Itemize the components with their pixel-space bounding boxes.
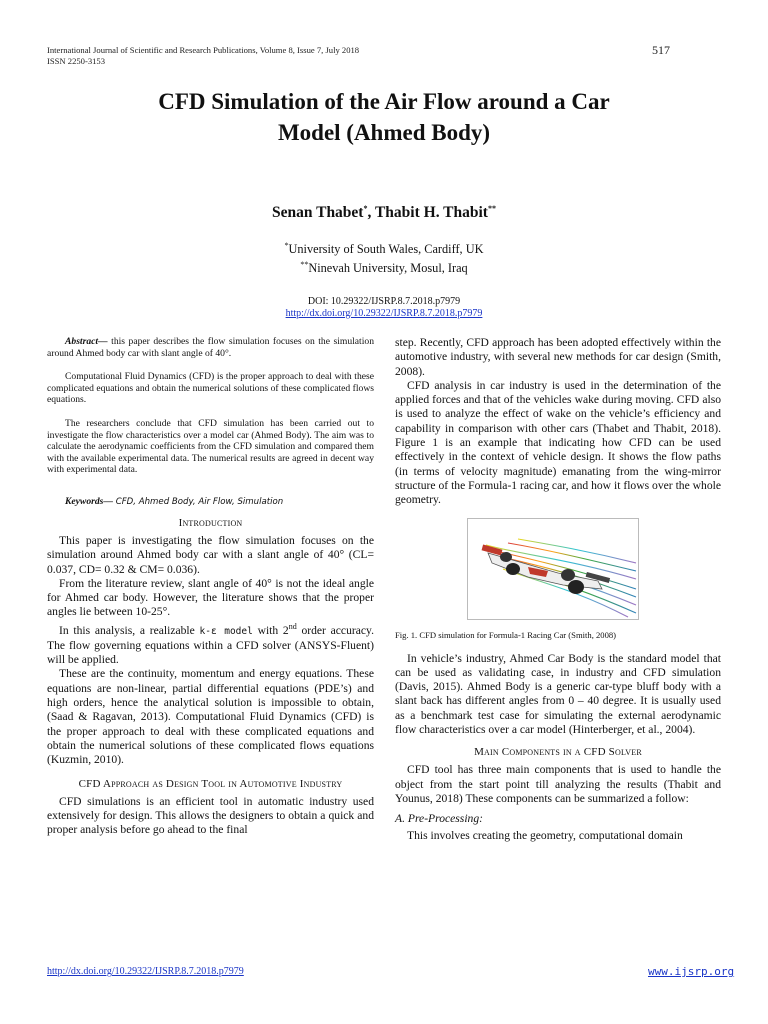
abstract-paragraph-1 xyxy=(47,336,374,359)
affiliation-2-mark: ** xyxy=(300,260,309,270)
section-heading-design-tool: CFD Approach as Design Tool in Automotive Industry xyxy=(78,777,343,790)
author-1-mark: * xyxy=(363,204,368,213)
model-name: k-ε model xyxy=(199,625,253,637)
design-paragraph-1: CFD simulations is an efficient tool in automatic industry used extensively for design. This allows the designers to obtain a quick and proper analysis before go ahead to the final xyxy=(47,794,374,837)
abstract-text-1: this paper describes the flow simulation focuses on the simulation around Ahmed body car with slant angle of 40°. xyxy=(47,336,374,359)
affiliation-1 xyxy=(0,238,768,257)
affiliations xyxy=(0,238,768,276)
affiliation-2 xyxy=(0,257,768,276)
formula1-cfd-illustration xyxy=(468,519,638,619)
section-heading-main-components: Main Components in a CFD Solver xyxy=(474,746,642,759)
author-2: Thabit H. Thabit xyxy=(374,204,488,222)
intro-paragraph-2: From the literature review, slant angle of 40° is not the ideal angle for Ahmed car body. However, the literature shows that the proper angles lie between 10-25°. xyxy=(47,576,374,619)
figure-1-image xyxy=(467,518,639,620)
journal-line: International Journal of Scientific and Research Publications, Volume 8, Issue 7, July 2018 xyxy=(47,45,360,55)
intro-p3-c: order accuracy. The flow governing equations within a CFD solver (ANSYS-Fluent) will be applied. xyxy=(47,623,374,667)
right-paragraph-2: CFD analysis in car industry is used in the determination of the applied forces and that of the vehicles wake during moving. CFD also is used to analyze the effect of wake on the vehicle’s efficiency and capability in comparison with other cars (Thabet and Thabit, 2018). Figure 1 is an example that indicating how CFD can be used effectively in the context of vehicle design. It shows the flow paths (in terms of velocity magnitude) emanating from the wing-mirror structure of the Formula-1 racing car, and how it flows over the whole geometry. xyxy=(395,378,721,507)
intro-p3-sup: nd xyxy=(288,621,297,631)
footer-website-link[interactable]: www.ijsrp.org xyxy=(648,965,735,978)
affiliation-1-text: University of South Wales, Cardiff, UK xyxy=(288,242,484,257)
figure-1-caption: Fig. 1. CFD simulation for Formula-1 Racing Car (Smith, 2008) xyxy=(395,629,617,640)
author-2-mark: ** xyxy=(487,204,496,213)
title-line-2: Model (Ahmed Body) xyxy=(277,120,491,145)
title-line-1: CFD Simulation of the Air Flow around a Car xyxy=(158,89,610,114)
author-list xyxy=(0,204,768,222)
intro-paragraph-4: These are the continuity, momentum and energy equations. These equations are non-linear, partial differential equations (PDE’s) and high orders, hence the analytical solution is impossible to obtain, (Saad & Ragavan, 2013). Computational Fluid Dynamics (CFD) is the proper approach to deal with these complicated equations and obtain the numerical solutions of these complicated flows equations (Kuzmin, 2010). xyxy=(47,667,374,767)
doi-block xyxy=(0,296,768,320)
left-column xyxy=(47,336,374,837)
right-paragraph-4: CFD tool has three main components that is used to handle the object from the start point till analyzing the results (Thabit and Younus, 2018) These components can be summarized a follow: xyxy=(395,763,721,805)
doi-text: DOI: 10.29322/IJSRP.8.7.2018.p7979 xyxy=(307,296,461,307)
author-1: Senan Thabet xyxy=(272,204,364,222)
right-paragraph-5: This involves creating the geometry, computational domain xyxy=(407,829,683,843)
intro-p3-a: In this analysis, a realizable xyxy=(59,623,200,637)
section-heading-introduction: Introduction xyxy=(178,516,243,529)
footer-doi-link[interactable]: http://dx.doi.org/10.29322/IJSRP.8.7.2018.p7979 xyxy=(47,966,244,977)
right-paragraph-3: In vehicle’s industry, Ahmed Car Body is the standard model that can be used as validating case, in industry and CFD simulation (Davis, 2015). Ahmed Body is a generic car-type bluff body with a slant back has different angles from 0 – 40 degree. It is usually used as a benchmark test case for simulating the external aerodynamic flow characteristics over a car model (Hinterberger, et al., 2004). xyxy=(395,651,721,737)
right-column xyxy=(395,336,721,844)
subsection-pre-processing: A. Pre-Processing: xyxy=(395,812,483,826)
paper-title xyxy=(0,86,768,148)
author-separator: , xyxy=(367,204,375,222)
intro-paragraph-1: This paper is investigating the flow simulation focuses on the simulation around Ahmed body car with a slant angle of 40° (CL= 0.037, CD= 0.32 & CM= 0.036). xyxy=(47,533,374,576)
intro-p3-b: with 2 xyxy=(252,623,289,637)
affiliation-1-mark: * xyxy=(284,241,289,250)
doi-link[interactable]: http://dx.doi.org/10.29322/IJSRP.8.7.2018.p7979 xyxy=(285,308,483,319)
right-paragraph-1: step. Recently, CFD approach has been adopted effectively within the automotive industry, with several new methods for car design (Smith, 2008). xyxy=(395,336,721,378)
intro-paragraph-3 xyxy=(47,620,374,668)
running-header xyxy=(47,45,359,67)
abstract-paragraph-3: The researchers conclude that CFD simulation has been carried out to investigate the flow characteristics over a model car (Ahmed Body). The aim was to calculate the aerodynamic coefficients from the CFD simulation and compared them with the available experimental data. The numerical results are agreed in decent way with experimental data. xyxy=(47,417,374,476)
keywords-list: CFD, Ahmed Body, Air Flow, Simulation xyxy=(112,496,284,507)
page-number: 517 xyxy=(652,43,670,57)
keywords-label: Keywords— xyxy=(65,495,113,507)
keywords-line xyxy=(65,496,374,507)
issn: ISSN 2250-3153 xyxy=(47,56,106,66)
abstract-label: Abstract— xyxy=(65,336,108,347)
abstract-paragraph-2: Computational Fluid Dynamics (CFD) is the proper approach to deal with these complicated equations and obtain the numerical solutions of these complicated flows equations. xyxy=(47,371,374,406)
affiliation-2-text: Ninevah University, Mosul, Iraq xyxy=(308,261,468,276)
